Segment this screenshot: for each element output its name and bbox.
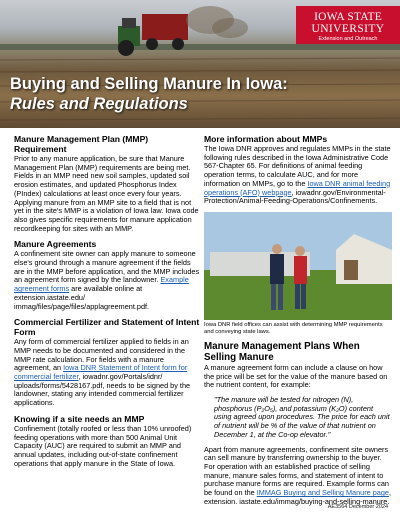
right-column bbox=[204, 134, 392, 512]
text-transfer-ownership bbox=[204, 446, 392, 507]
heading-mmp-requirement: Manure Management Plan (MMP) Requirement bbox=[14, 134, 149, 154]
heading-more-info-mmps: More information about MMPs bbox=[204, 134, 328, 144]
text-transfer-a: Apart from manure agreements, confinement site owners can sell manure by transferring ownership to the buyer. For operation with an established practice of selling manure, manure sales forms, and statement of intent to purchase manure forms are required. Example forms can be found on the bbox=[204, 444, 389, 498]
photo-caption: Iowa DNR field offices can assist with determining MMP requirements and conveying state laws. bbox=[204, 321, 383, 335]
text-manure-agreements-b: are available online at extension.iastate.edu/ immag/files/page/files/applagreement.pdf. bbox=[14, 284, 150, 311]
heading-mmp-selling-manure: Manure Management Plans When Selling Manure bbox=[204, 340, 360, 363]
logo-line-3: Extension and Outreach bbox=[318, 36, 378, 42]
title-line-2: Rules and Regulations bbox=[10, 95, 188, 113]
heading-manure-agreements: Manure Agreements bbox=[14, 239, 97, 250]
hero-banner bbox=[0, 0, 400, 128]
text-knowing-mmp: Confinement (totally roofed or less than 10% unroofed) feeding operations with more than 500 Animal Unit Capacity (AUC) are required to submit an MMP and annual updates, including out-of-state confinement operations that apply manure in the State of Iowa. bbox=[14, 423, 192, 468]
dnr-field-photo bbox=[204, 212, 392, 320]
text-mmp-requirement: Prior to any manure application, be sure that Manure Management Plan (MMP) requirements are being met. Fields in an MMP need new soil samples, updated soil erosion estimates, and updated Phosphorus Index (PIndex) calculations at least once every four years. Applying manure from an MMP site to a field that is not yet in the site's MMP is a violation of Iowa law. Iowa code also gives specific requirements for manure application recordkeeping for sites with an MMP. bbox=[14, 154, 199, 233]
text-transfer-b: , extension. iastate.edu/immag/buying-and-selling-manure. bbox=[204, 488, 392, 506]
heading-knowing-mmp: Knowing if a site needs an MMP bbox=[14, 413, 145, 424]
link-immag-buying-selling[interactable]: IMMAG Buying and Selling Manure page bbox=[256, 488, 389, 498]
left-column bbox=[14, 134, 202, 474]
link-statement-of-intent-form[interactable]: Iowa DNR Statement of Intent form for commercial fertilizer bbox=[14, 363, 188, 382]
text-more-info-a: The Iowa DNR approves and regulates MMPs in the state following rules described in the Iowa Administrative Code 567-Chapter 65. For definitions of animal feeding operation terms, to calculate AUC, and for more information on MMPs, go to the bbox=[204, 144, 391, 188]
logo-line-1: IOWA STATE bbox=[314, 11, 382, 23]
text-commercial-fertilizer-b: , iowadnr.gov/Portals/idnr/ uploads/forms/5428167.pdf, needs to be signed by the landowner, stating any intended commercial fertilizer applications. bbox=[14, 372, 191, 408]
quote-agreement-clause: "The manure will be tested for nitrogen (N), phosphorus (P₂O₅), and potassium (K₂O) content using agreed upon procedures. The price for each unit of nutrient will be % of the value of that nutrient on December 1, at the Co-op elevator." bbox=[214, 395, 390, 439]
text-mmp-selling-manure: A manure agreement form can include a clause on how the price will be set for the value of the manure based on the nutrient content, for example: bbox=[204, 362, 388, 390]
publication-number: AE3564 December 2024 bbox=[327, 504, 388, 510]
heading-commercial-fertilizer: Commercial Fertilizer and Statement of Intent Form bbox=[14, 317, 200, 338]
text-more-info-mmps bbox=[204, 145, 392, 206]
isu-extension-logo bbox=[296, 6, 400, 44]
link-afo-webpage[interactable]: Iowa DNR animal feeding operations (AFO) webpage bbox=[204, 178, 391, 197]
page-title bbox=[10, 74, 288, 114]
title-line-1: Buying and Selling Manure In Iowa: bbox=[10, 75, 288, 93]
photo-illustration bbox=[204, 212, 392, 320]
text-commercial-fertilizer bbox=[14, 338, 202, 408]
text-commercial-fertilizer-a: Any form of commercial fertilizer applied to fields in an MMP needs to be documented and considered in the MMP rate calculation. For fields with a manure agreement, an bbox=[14, 337, 189, 373]
text-manure-agreements-a: A confinement site owner can apply manure to someone else's ground through a manure agreement if the fields are in the MMP before application, and the MMP includes an agreement form signed by the landowner. bbox=[14, 249, 200, 285]
link-example-agreement-forms[interactable]: Example agreement forms bbox=[14, 275, 189, 294]
text-more-info-b: , iowadnr.gov/Environmental-Protection/Animal-Feeding-Operations/Confinements. bbox=[204, 187, 386, 206]
text-manure-agreements bbox=[14, 250, 202, 311]
logo-line-2: UNIVERSITY bbox=[311, 23, 385, 35]
